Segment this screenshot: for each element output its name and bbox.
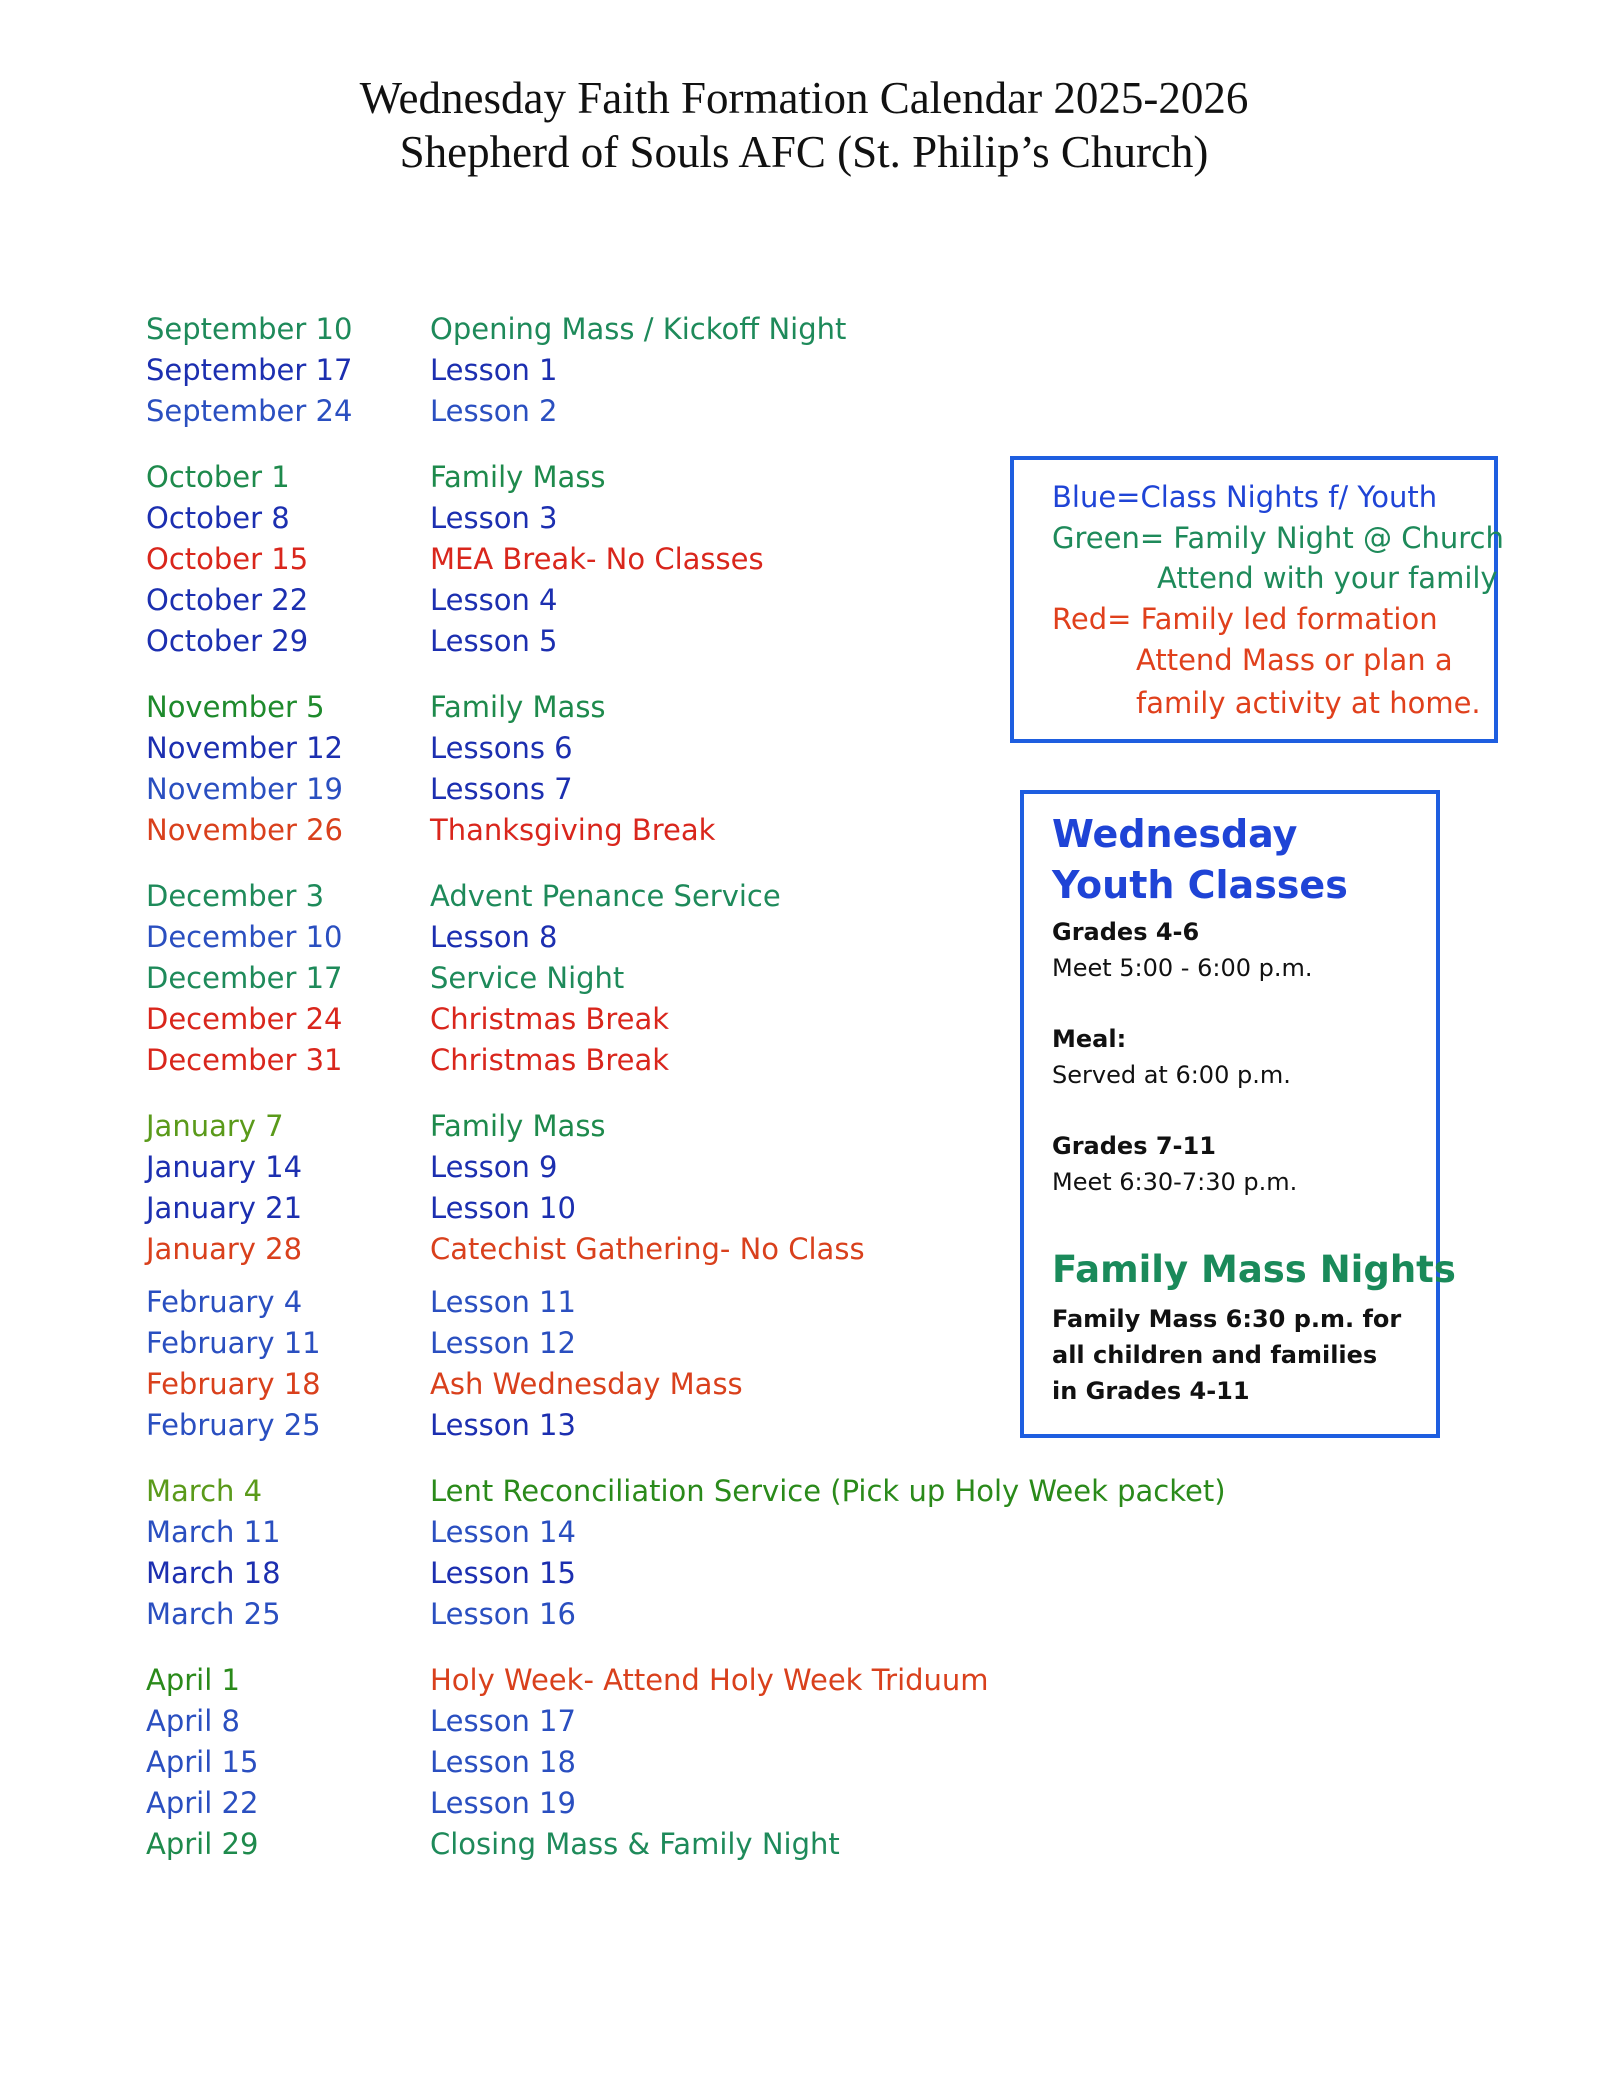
- month-group: [146, 1660, 1196, 1865]
- schedule-date: April 15: [146, 1745, 259, 1779]
- schedule-row: [146, 1512, 1196, 1553]
- schedule-date: March 25: [146, 1597, 281, 1631]
- schedule-date: February 18: [146, 1367, 321, 1401]
- grades-4-6-label: Grades 4-6: [1052, 918, 1200, 946]
- schedule-row: [146, 391, 1196, 432]
- schedule-event: Lessons 7: [430, 772, 573, 806]
- family-mass-line-3: in Grades 4-11: [1052, 1377, 1250, 1405]
- schedule-date: December 10: [146, 920, 343, 954]
- schedule-row: [146, 1553, 1196, 1594]
- schedule-event: Closing Mass & Family Night: [430, 1827, 840, 1861]
- schedule-event: Family Mass: [430, 460, 606, 494]
- grades-7-11-label: Grades 7-11: [1052, 1132, 1216, 1160]
- schedule-date: November 12: [146, 731, 343, 765]
- info-heading-youth-classes: Youth Classes: [1052, 863, 1348, 907]
- schedule-event: Christmas Break: [430, 1043, 670, 1077]
- schedule-row: [146, 1824, 1196, 1865]
- schedule-date: April 8: [146, 1704, 240, 1738]
- schedule-event: Lesson 15: [430, 1556, 576, 1590]
- schedule-event: Thanksgiving Break: [430, 813, 716, 847]
- schedule-event: Lesson 10: [430, 1191, 576, 1225]
- schedule-event: Ash Wednesday Mass: [430, 1367, 743, 1401]
- schedule-event: Family Mass: [430, 690, 606, 724]
- schedule-date: April 22: [146, 1786, 259, 1820]
- schedule-event: Lesson 13: [430, 1408, 576, 1442]
- schedule-date: January 14: [146, 1150, 303, 1184]
- schedule-date: December 31: [146, 1043, 343, 1077]
- schedule-row: [146, 1471, 1226, 1512]
- schedule-event: Lesson 14: [430, 1515, 576, 1549]
- page-subtitle: Shepherd of Souls AFC (St. Philip’s Church): [399, 127, 1209, 177]
- schedule-date: November 26: [146, 813, 343, 847]
- schedule-event: Lesson 2: [430, 394, 558, 428]
- schedule-date: April 1: [146, 1663, 240, 1697]
- schedule-date: January 7: [146, 1109, 284, 1143]
- schedule-date: September 24: [146, 394, 353, 428]
- schedule-event: Lesson 12: [430, 1326, 576, 1360]
- schedule-event: Lesson 19: [430, 1786, 576, 1820]
- schedule-event: Opening Mass / Kickoff Night: [430, 312, 847, 346]
- schedule-date: November 19: [146, 772, 343, 806]
- schedule-date: October 8: [146, 501, 290, 535]
- schedule-date: January 21: [146, 1191, 303, 1225]
- legend-red: Red= Family led formation: [1052, 602, 1438, 636]
- schedule-event: Catechist Gathering- No Class: [430, 1232, 865, 1266]
- schedule-date: October 15: [146, 542, 309, 576]
- schedule-row: [146, 1783, 1196, 1824]
- legend-blue: Blue=Class Nights f/ Youth: [1052, 480, 1438, 514]
- schedule-event: Lesson 18: [430, 1745, 576, 1779]
- page-title: Wednesday Faith Formation Calendar 2025-2026: [359, 73, 1249, 123]
- schedule-event: MEA Break- No Classes: [430, 542, 764, 576]
- meal-time: Served at 6:00 p.m.: [1052, 1061, 1291, 1089]
- schedule-event: Lesson 3: [430, 501, 558, 535]
- family-mass-line-2: all children and families: [1052, 1341, 1378, 1369]
- grades-4-6-time: Meet 5:00 - 6:00 p.m.: [1052, 954, 1313, 982]
- legend-green-note: Attend with your family: [1157, 561, 1498, 595]
- schedule-row: [146, 1742, 1196, 1783]
- month-group: [146, 1471, 1226, 1635]
- schedule-event: Lesson 16: [430, 1597, 576, 1631]
- schedule-date: March 4: [146, 1474, 263, 1508]
- schedule-event: Lesson 4: [430, 583, 558, 617]
- schedule-date: November 5: [146, 690, 325, 724]
- schedule-event: Lesson 8: [430, 920, 558, 954]
- schedule-event: Lent Reconciliation Service (Pick up Holy Week packet): [430, 1474, 1226, 1508]
- schedule-row: [146, 1701, 1196, 1742]
- schedule-date: April 29: [146, 1827, 259, 1861]
- schedule-date: September 17: [146, 353, 353, 387]
- schedule-date: October 22: [146, 583, 309, 617]
- schedule-row: [146, 350, 1196, 391]
- info-heading-wednesday: Wednesday: [1052, 812, 1298, 856]
- schedule-event: Lessons 6: [430, 731, 573, 765]
- family-mass-line-1: Family Mass 6:30 p.m. for: [1052, 1305, 1402, 1333]
- schedule-date: March 18: [146, 1556, 281, 1590]
- schedule-event: Holy Week- Attend Holy Week Triduum: [430, 1663, 989, 1697]
- schedule-event: Lesson 5: [430, 624, 558, 658]
- legend-red-note-2: family activity at home.: [1136, 686, 1481, 720]
- schedule-row: [146, 1660, 1196, 1701]
- schedule-event: Advent Penance Service: [430, 879, 781, 913]
- meal-label: Meal:: [1052, 1025, 1127, 1053]
- schedule-event: Christmas Break: [430, 1002, 670, 1036]
- schedule-event: Service Night: [430, 961, 625, 995]
- schedule-event: Lesson 9: [430, 1150, 558, 1184]
- legend-green: Green= Family Night @ Church: [1052, 521, 1504, 555]
- schedule-row: [146, 1594, 1196, 1635]
- schedule-event: Family Mass: [430, 1109, 606, 1143]
- schedule-date: December 24: [146, 1002, 343, 1036]
- family-mass-nights-heading: Family Mass Nights: [1052, 1248, 1456, 1291]
- grades-7-11-time: Meet 6:30-7:30 p.m.: [1052, 1168, 1298, 1196]
- schedule-event: Lesson 17: [430, 1704, 576, 1738]
- schedule-date: October 29: [146, 624, 309, 658]
- schedule-date: September 10: [146, 312, 353, 346]
- youth-classes-info-box: [1020, 790, 1456, 1438]
- schedule-date: December 3: [146, 879, 325, 913]
- schedule-event: Lesson 11: [430, 1285, 576, 1319]
- color-legend-box: [1010, 456, 1504, 743]
- schedule-event: Lesson 1: [430, 353, 558, 387]
- month-group: [146, 309, 1196, 432]
- schedule-row: [146, 309, 1196, 350]
- schedule-date: October 1: [146, 460, 290, 494]
- legend-red-note-1: Attend Mass or plan a: [1136, 643, 1453, 677]
- schedule-date: February 25: [146, 1408, 321, 1442]
- schedule-date: February 4: [146, 1285, 303, 1319]
- schedule-date: March 11: [146, 1515, 281, 1549]
- schedule-date: February 11: [146, 1326, 321, 1360]
- schedule-date: December 17: [146, 961, 343, 995]
- schedule-date: January 28: [146, 1232, 303, 1266]
